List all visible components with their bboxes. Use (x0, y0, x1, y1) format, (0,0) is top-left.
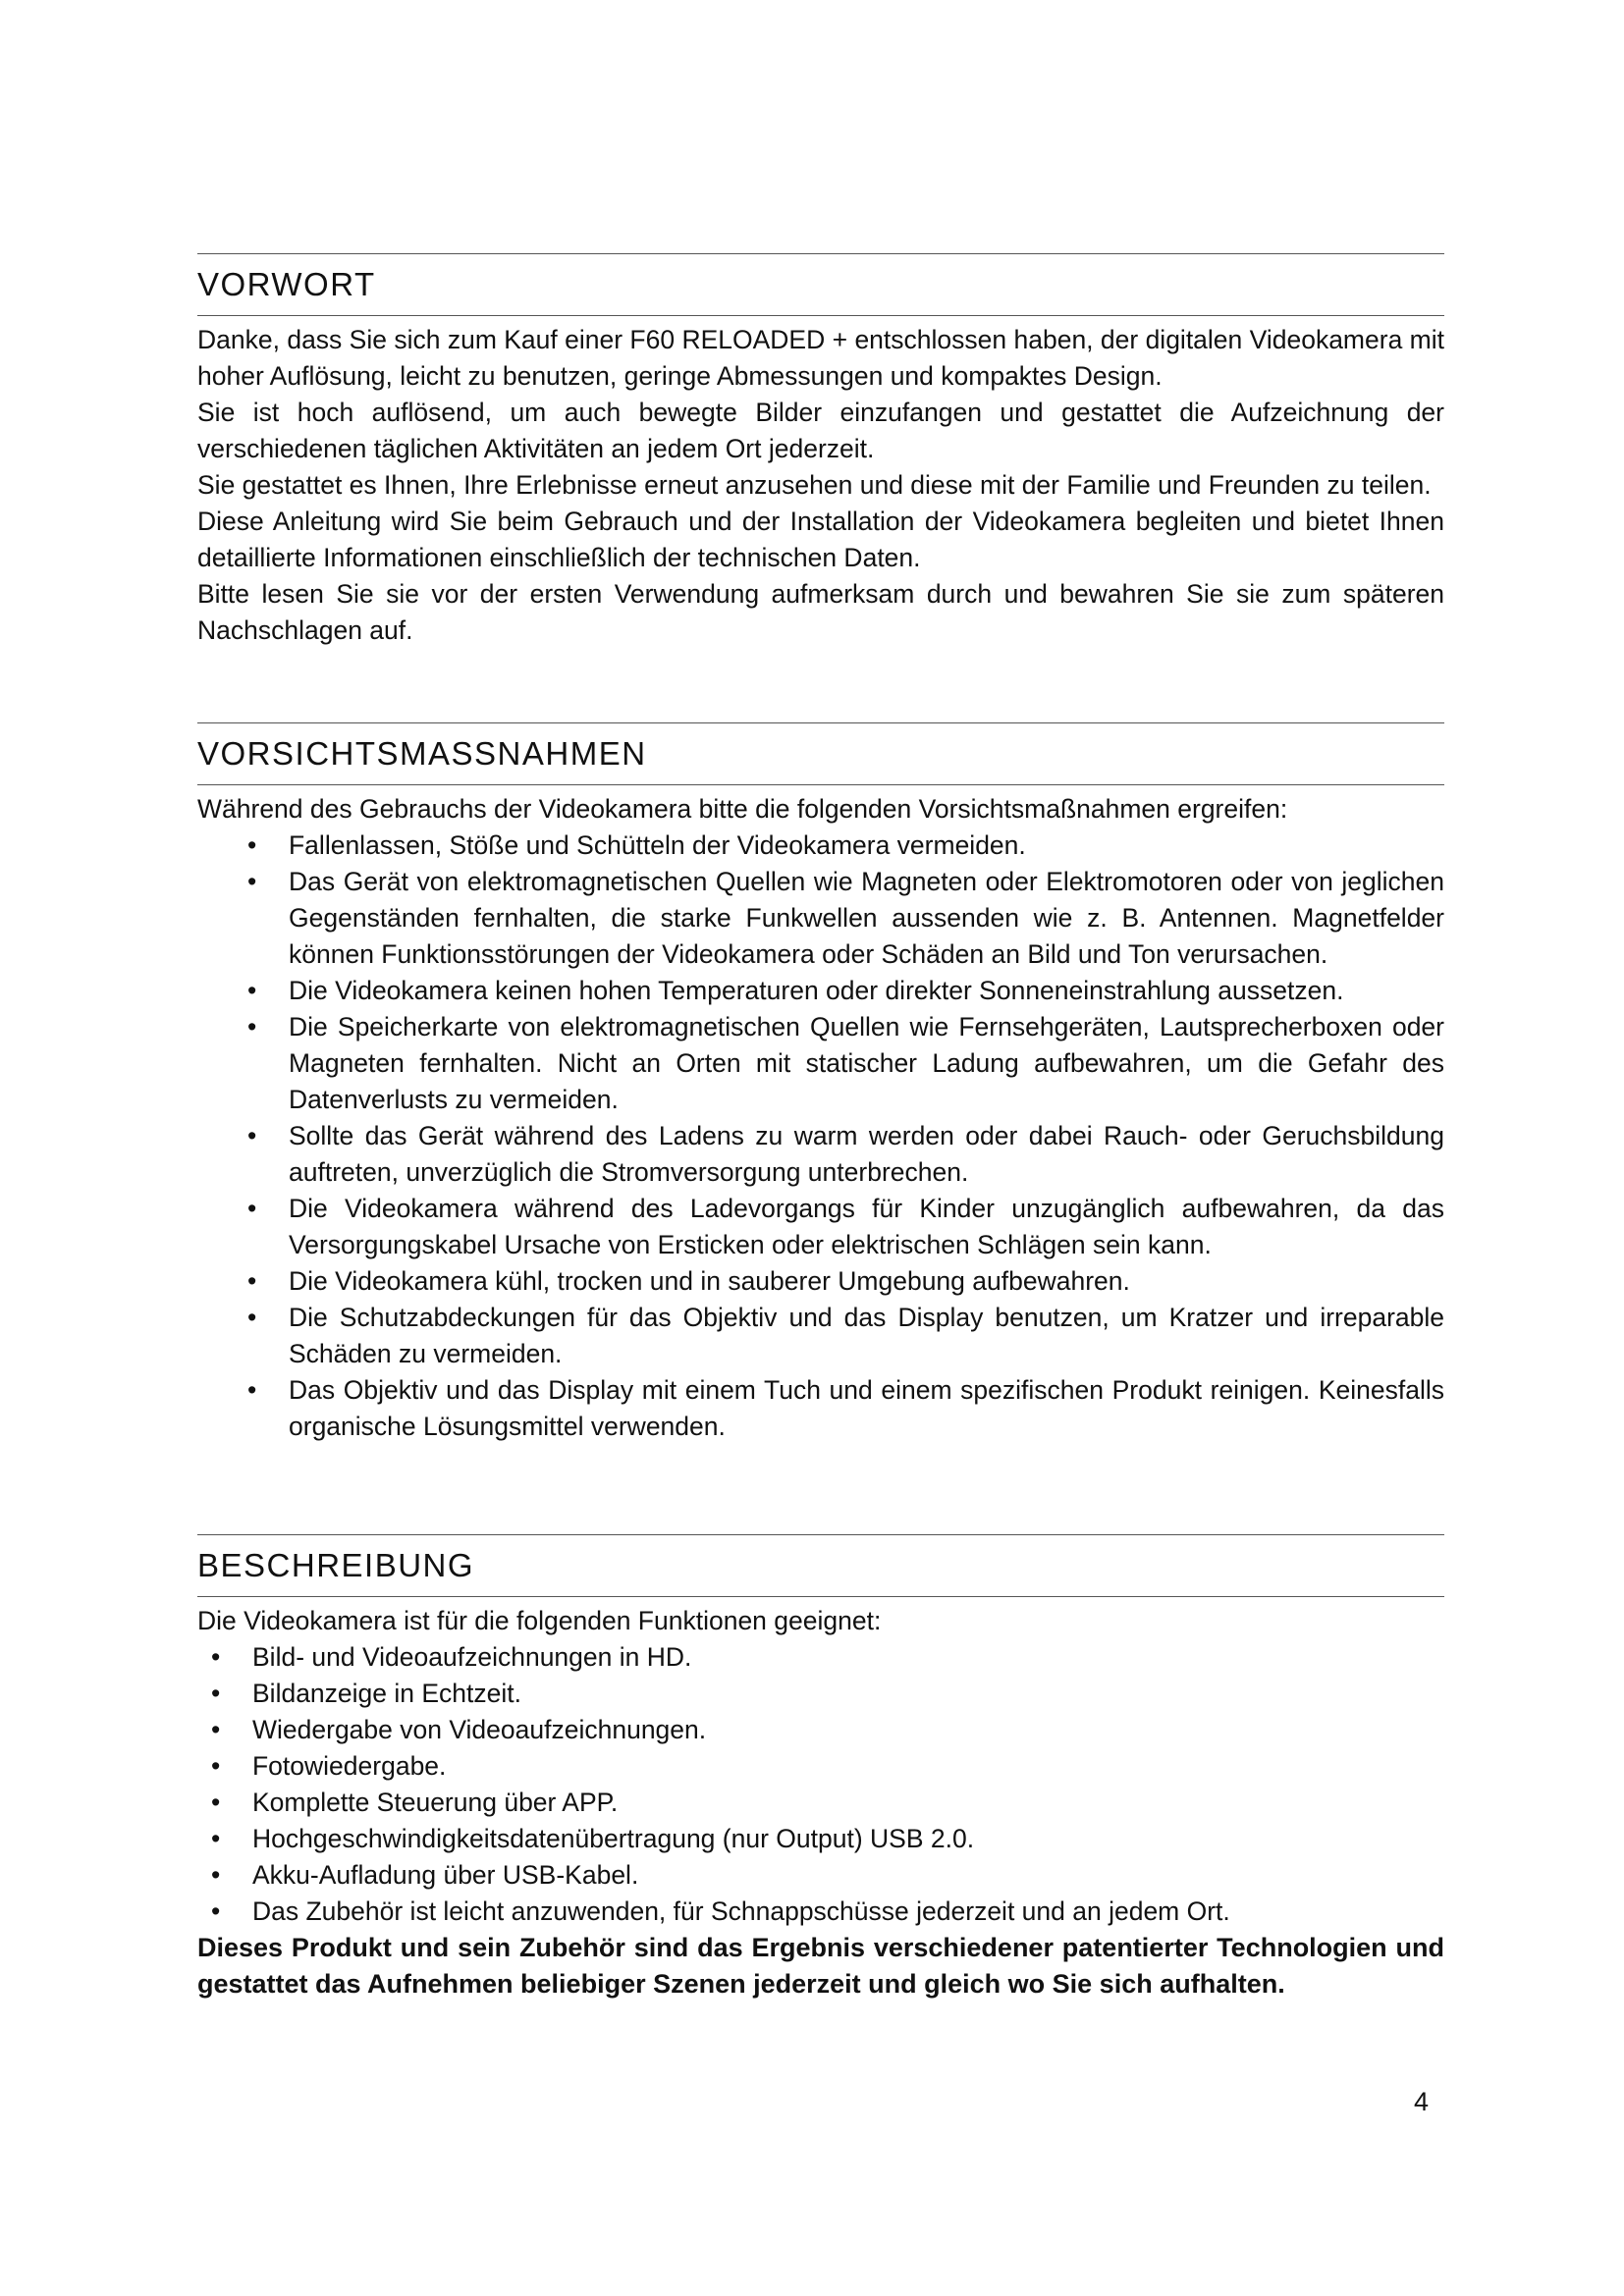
vorwort-paragraph: Sie ist hoch auflösend, um auch bewegte Bilder einzufangen und gestattet die Aufzeichnung der verschiedenen täglichen Aktivitäten an jedem Ort jederzeit. (197, 398, 1444, 463)
vorwort-paragraph: Diese Anleitung wird Sie beim Gebrauch und der Installation der Videokamera begleiten und bietet Ihnen detaillierte Informationen einschließlich der technischen Daten. (197, 507, 1444, 572)
page-number: 4 (1414, 2087, 1430, 2116)
list-item: • Das Zubehör ist leicht anzuwenden, für Schnappschüsse jederzeit und an jedem Ort. (197, 1894, 1444, 1930)
list-item: • Die Schutzabdeckungen für das Objektiv und das Display benutzen, um Kratzer und irreparable Schäden zu vermeiden. (197, 1300, 1444, 1372)
closing-statement: Dieses Produkt und sein Zubehör sind das Ergebnis verschiedener patentierter Technologien und gestattet das Aufnehmen beliebiger Szenen jederzeit und gleich wo Sie sich aufhalten. (197, 1933, 1444, 1999)
vorwort-paragraph: Danke, dass Sie sich zum Kauf einer F60 RELOADED + entschlossen haben, der digitalen Videokamera mit hoher Auflösung, leicht zu benutzen, geringe Abmessungen und kompaktes Design. (197, 325, 1444, 391)
list-item: • Hochgeschwindigkeitsdatenübertragung (nur Output) USB 2.0. (197, 1821, 1444, 1857)
beschreibung-intro: Die Videokamera ist für die folgenden Funktionen geeignet: (197, 1606, 882, 1635)
list-item: • Die Videokamera kühl, trocken und in sauberer Umgebung aufbewahren. (197, 1263, 1444, 1300)
list-item: • Fallenlassen, Stöße und Schütteln der Videokamera vermeiden. (197, 828, 1444, 864)
heading-vorsicht: VORSICHTSMASSNAHMEN (197, 735, 647, 772)
list-item: • Die Videokamera keinen hohen Temperaturen oder direkter Sonneneinstrahlung aussetzen. (197, 973, 1444, 1009)
section-vorwort (197, 253, 1444, 649)
vorsicht-body (197, 785, 1444, 1445)
precaution-list (197, 828, 1444, 1445)
list-item: • Komplette Steuerung über APP. (197, 1785, 1444, 1821)
list-item: • Bildanzeige in Echtzeit. (197, 1676, 1444, 1712)
beschreibung-body (197, 1597, 1444, 2002)
heading-vorwort: VORWORT (197, 266, 376, 302)
section-beschreibung (197, 1534, 1444, 2002)
list-item: • Fotowiedergabe. (197, 1748, 1444, 1785)
list-item: • Das Objektiv und das Display mit einem Tuch und einem spezifischen Produkt reinigen. Keinesfalls organische Lösungsmittel verwenden. (197, 1372, 1444, 1445)
vorsicht-intro: Während des Gebrauchs der Videokamera bitte die folgenden Vorsichtsmaßnahmen ergreifen: (197, 794, 1288, 824)
list-item: • Die Speicherkarte von elektromagnetischen Quellen wie Fernsehgeräten, Lautsprecherboxen oder Magneten fernhalten. Nicht an Orten mit statischer Ladung aufbewahren, um die Gefahr des Datenverlusts zu vermeiden. (197, 1009, 1444, 1118)
list-item: • Die Videokamera während des Ladevorgangs für Kinder unzugänglich aufbewahren, da das Versorgungskabel Ursache von Ersticken oder elektrischen Schlägen sein kann. (197, 1191, 1444, 1263)
list-item: • Akku-Aufladung über USB-Kabel. (197, 1857, 1444, 1894)
vorwort-body (197, 316, 1444, 649)
list-item: • Das Gerät von elektromagnetischen Quellen wie Magneten oder Elektromotoren oder von jeglichen Gegenständen fernhalten, die starke Funkwellen aussenden wie z. B. Antennen. Magnetfelder können Funktionsstörungen der Videokamera oder Schäden an Bild und Ton verursachen. (197, 864, 1444, 973)
list-item: • Sollte das Gerät während des Ladens zu warm werden oder dabei Rauch- oder Geruchsbildung auftreten, unverzüglich die Stromversorgung unterbrechen. (197, 1118, 1444, 1191)
heading-beschreibung: BESCHREIBUNG (197, 1547, 475, 1583)
feature-list (197, 1639, 1444, 1930)
section-vorsicht (197, 722, 1444, 1445)
vorwort-paragraph: Sie gestattet es Ihnen, Ihre Erlebnisse erneut anzusehen und diese mit der Familie und Freunden zu teilen. (197, 470, 1432, 500)
list-item: • Wiedergabe von Videoaufzeichnungen. (197, 1712, 1444, 1748)
vorwort-paragraph: Bitte lesen Sie sie vor der ersten Verwendung aufmerksam durch und bewahren Sie sie zum späteren Nachschlagen auf. (197, 579, 1444, 645)
list-item: • Bild- und Videoaufzeichnungen in HD. (197, 1639, 1444, 1676)
